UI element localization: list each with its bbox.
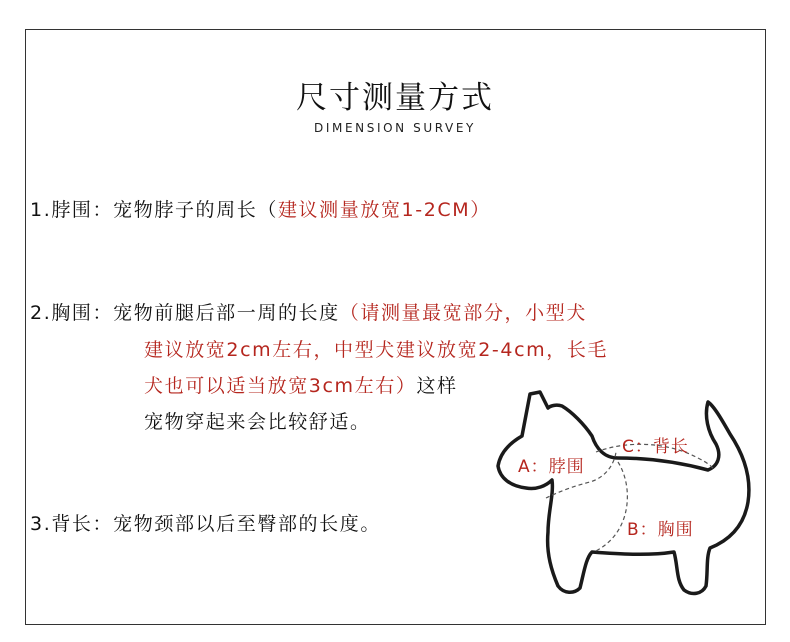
item-chest-note-1: （请测量最宽部分，小型犬 bbox=[339, 302, 587, 324]
dog-label-neck: A：脖围 bbox=[518, 457, 585, 477]
item-back bbox=[30, 512, 381, 536]
item-back-text: 宠物颈部以后至臀部的长度。 bbox=[113, 513, 381, 535]
item-chest-text: 宠物前腿后部一周的长度 bbox=[113, 302, 340, 324]
page-subtitle: DIMENSION SURVEY bbox=[314, 121, 476, 135]
item-chest-note-2: 建议放宽2cm左右，中型犬建议放宽2-4cm，长毛 bbox=[144, 339, 609, 361]
page-title: 尺寸测量方式 bbox=[296, 80, 494, 116]
item-chest-line-4: 宠物穿起来会比较舒适。 bbox=[144, 411, 371, 433]
item-neck-label: 1.脖围： bbox=[30, 199, 114, 221]
item-chest-after-note: 这样 bbox=[416, 375, 458, 397]
dog-illustration bbox=[478, 382, 758, 604]
item-chest-note-3: 犬也可以适当放宽3cm左右） bbox=[144, 375, 417, 397]
item-chest bbox=[30, 301, 587, 325]
dog-label-chest: B：胸围 bbox=[627, 520, 694, 540]
item-neck-note: 建议测量放宽1-2CM） bbox=[277, 199, 491, 221]
chest-measure-line bbox=[594, 462, 627, 552]
item-neck-text: 宠物脖子的周长（ bbox=[113, 199, 278, 221]
dog-label-back: C：背长 bbox=[622, 437, 689, 457]
item-neck bbox=[30, 198, 491, 222]
item-back-label: 3.背长： bbox=[30, 513, 114, 535]
item-chest-label: 2.胸围： bbox=[30, 302, 114, 324]
dog-outline bbox=[498, 392, 749, 593]
item-chest-line-3 bbox=[144, 374, 458, 398]
